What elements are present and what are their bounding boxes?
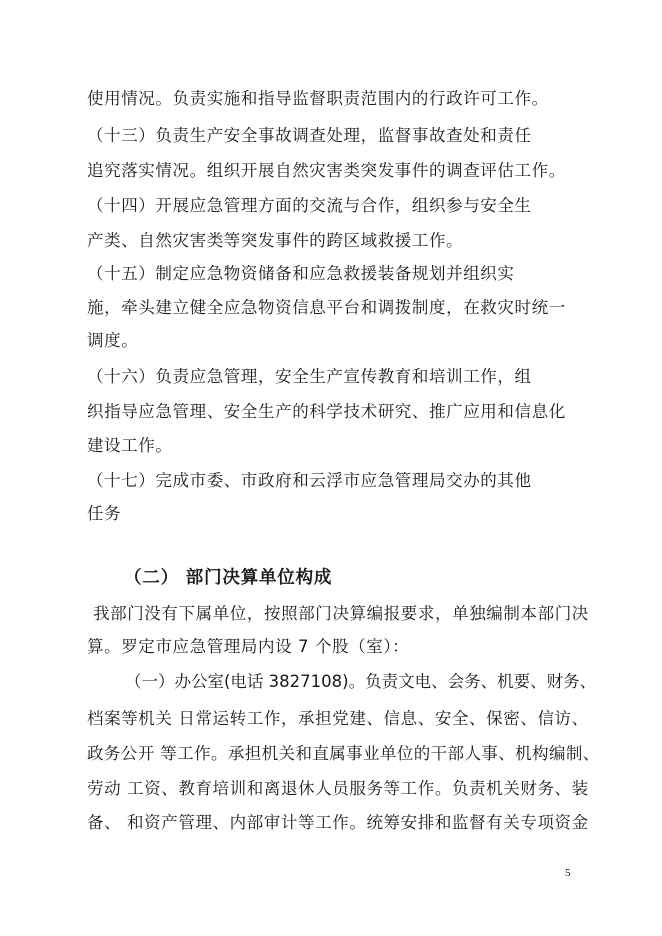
body-line: （十三）负责生产安全事故调查处理，监督事故查处和责任 [87,126,532,145]
body-line: 备、 和资产管理、内部审计等工作。统筹安排和监督有关专项资金 [87,813,589,832]
body-line: 产类、自然灾害类等突发事件的跨区域救援工作。 [87,231,464,250]
body-line: 政务公开 等工作。承担机关和直属事业单位的干部人事、机构编制、 [87,744,600,763]
body-line: 劳动 工资、教育培训和离退休人员服务等工作。负责机关财务、装 [87,779,589,798]
body-line: 档案等机关 日常运转工作，承担党建、信息、安全、保密、信访、 [87,709,589,728]
body-line: （十七）完成市委、市政府和云浮市应急管理局交办的其他 [87,471,532,490]
page-number: 5 [565,867,571,879]
body-line: 任务 [87,504,122,523]
body-line: 建设工作。 [87,436,173,455]
body-line: （十五）制定应急物资储备和应急救援装备规划并组织实 [87,264,515,283]
body-line: （十四）开展应急管理方面的交流与合作，组织参与安全生 [87,196,532,215]
body-line: 我部门没有下属单位，按照部门决算编报要求，单独编制本部门决 [93,604,589,623]
section-heading: （二） 部门决算单位构成 [124,568,333,588]
body-line: 算。罗定市应急管理局内设 7 个股（室）： [87,637,410,656]
body-line: （十六）负责应急管理，安全生产宣传教育和培训工作，组 [87,367,532,386]
body-line: 调度。 [87,331,139,350]
body-line: （一）办公室(电话 3827108)。负责文电、会务、机要、财务、 [125,672,597,691]
body-line: 追究落实情况。组织开展自然灾害类突发事件的调查评估工作。 [87,161,566,180]
body-line: 使用情况。负责实施和指导监督职责范围内的行政许可工作。 [87,89,549,108]
body-line: 施，牵头建立健全应急物资信息平台和调拨制度，在救灾时统一 [87,298,566,317]
body-line: 织指导应急管理、安全生产的科学技术研究、推广应用和信息化 [87,402,566,421]
